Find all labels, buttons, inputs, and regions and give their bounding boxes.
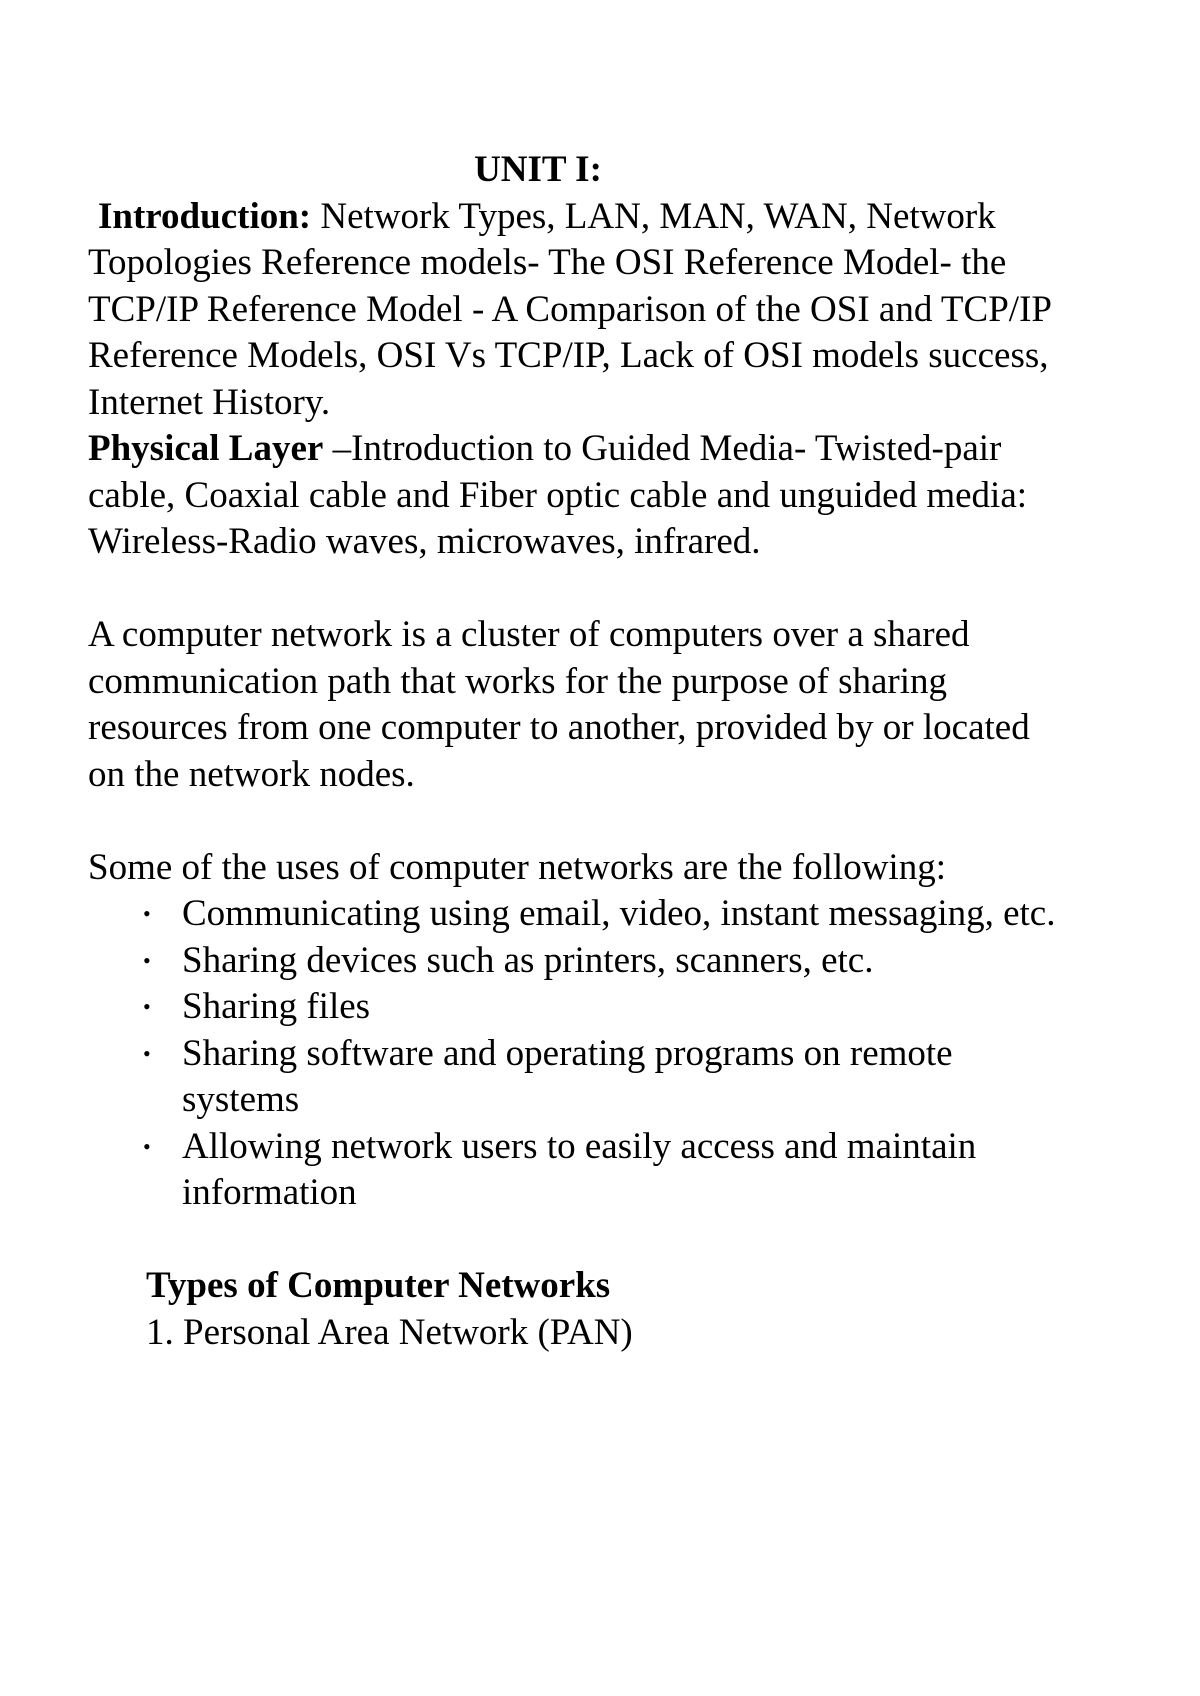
types-section <box>88 1263 1068 1356</box>
list-item <box>88 938 1068 985</box>
spacer <box>88 566 1068 613</box>
uses-intro: Some of the uses of computer networks are the following: <box>88 846 946 888</box>
physical-layer-paragraph <box>88 426 1068 566</box>
list-item <box>88 891 1068 938</box>
intro-paragraph <box>88 194 1068 427</box>
list-item-text: Sharing devices such as printers, scanners, etc. <box>182 939 874 981</box>
bullet-icon: • <box>143 901 151 926</box>
bullet-icon: • <box>143 1133 151 1159</box>
intro-label: Introduction: <box>98 195 312 237</box>
bullet-icon: • <box>143 1040 151 1066</box>
physical-layer-label: Physical Layer <box>88 428 324 469</box>
list-item-text: Allowing network users to easily access and maintain information <box>182 1125 977 1213</box>
bullet-icon: • <box>143 947 151 973</box>
list-item-text: Communicating using email, video, instant messaging, etc. <box>182 893 1056 934</box>
list-item <box>88 1031 1068 1124</box>
list-item <box>88 1124 1068 1217</box>
unit-title: UNIT I: <box>474 149 602 190</box>
list-item-text: Sharing files <box>182 986 371 1027</box>
spacer <box>88 798 1068 845</box>
list-item-text: Sharing software and operating programs on remote systems <box>182 1032 953 1120</box>
physical-layer-text: –Introduction to Guided Media- Twisted-pair cable, Coaxial cable and Fiber optic cable and unguided media: Wireless-Radio waves, microwaves, infrared. <box>88 428 1028 562</box>
types-heading: Types of Computer Networks <box>146 1265 611 1306</box>
intro-text: Network Types, LAN, MAN, WAN, Network Topologies Reference models- The OSI Reference Model- the TCP/IP Reference Model - A Comparison of the OSI and TCP/IP Reference Models, OSI Vs TCP/IP, Lack of OSI models success, Internet History. <box>88 195 1051 423</box>
document-content <box>88 147 1068 1356</box>
uses-list <box>88 891 1068 1217</box>
definition-paragraph: A computer network is a cluster of computers over a shared communication path that works for the purpose of sharing resources from one computer to another, provided by or located on the network nodes. <box>88 614 1030 795</box>
types-item: 1. Personal Area Network (PAN) <box>146 1311 633 1353</box>
bullet-icon: • <box>143 994 151 1019</box>
list-item <box>88 984 1068 1031</box>
